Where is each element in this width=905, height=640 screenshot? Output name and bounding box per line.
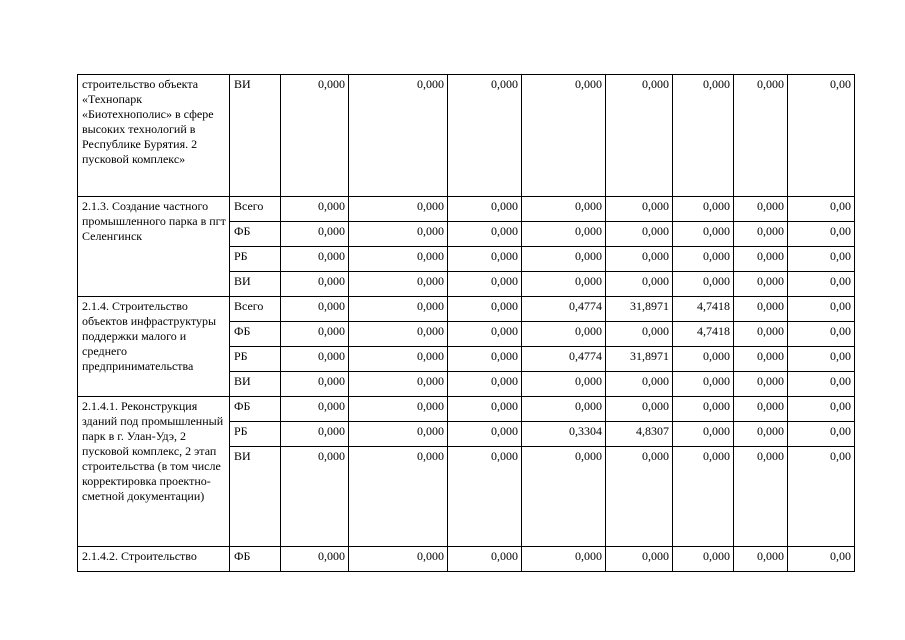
amount-cell: 0,000 (448, 422, 522, 447)
funding-source: ВИ (230, 447, 281, 547)
table-row (78, 397, 855, 422)
amount-cell: 0,000 (281, 272, 349, 297)
amount-cell: 0,000 (673, 547, 734, 572)
amount-cell: 0,000 (522, 247, 606, 272)
program-item-name: 2.1.4. Строительство объектов инфраструктуры поддержки малого и среднего предпринимательства (78, 297, 230, 397)
amount-cell: 0,000 (606, 447, 673, 547)
amount-cell: 4,7418 (673, 297, 734, 322)
amount-cell: 0,00 (788, 222, 855, 247)
program-item-name: 2.1.3. Создание частного промышленного парка в пгт Селенгинск (78, 197, 230, 297)
amount-cell: 0,000 (522, 272, 606, 297)
funding-source: ВИ (230, 75, 281, 197)
amount-cell: 0,000 (522, 322, 606, 347)
budget-table (77, 74, 855, 572)
amount-cell: 0,00 (788, 422, 855, 447)
amount-cell: 0,000 (281, 547, 349, 572)
amount-cell: 0,000 (349, 197, 448, 222)
amount-cell: 0,000 (522, 75, 606, 197)
amount-cell: 0,000 (673, 247, 734, 272)
table-row (78, 197, 855, 222)
amount-cell: 0,000 (606, 322, 673, 347)
amount-cell: 0,00 (788, 447, 855, 547)
amount-cell: 0,000 (448, 397, 522, 422)
amount-cell: 0,000 (734, 322, 788, 347)
amount-cell: 0,00 (788, 272, 855, 297)
budget-table-body (78, 75, 855, 572)
amount-cell: 0,000 (734, 75, 788, 197)
amount-cell: 0,000 (349, 547, 448, 572)
amount-cell: 0,000 (448, 222, 522, 247)
amount-cell: 0,000 (734, 272, 788, 297)
funding-source: ФБ (230, 397, 281, 422)
amount-cell: 0,000 (448, 197, 522, 222)
amount-cell: 4,7418 (673, 322, 734, 347)
amount-cell: 0,000 (281, 447, 349, 547)
amount-cell: 0,000 (673, 75, 734, 197)
amount-cell: 0,000 (673, 447, 734, 547)
amount-cell: 0,000 (606, 547, 673, 572)
amount-cell: 0,000 (734, 247, 788, 272)
amount-cell: 0,000 (281, 247, 349, 272)
amount-cell: 0,000 (734, 222, 788, 247)
amount-cell: 0,000 (673, 397, 734, 422)
amount-cell: 0,000 (448, 272, 522, 297)
amount-cell: 0,000 (349, 75, 448, 197)
amount-cell: 0,000 (448, 322, 522, 347)
amount-cell: 0,000 (448, 347, 522, 372)
table-row (78, 75, 855, 197)
amount-cell: 0,00 (788, 247, 855, 272)
amount-cell: 0,000 (734, 372, 788, 397)
amount-cell: 0,000 (606, 272, 673, 297)
amount-cell: 0,00 (788, 372, 855, 397)
amount-cell: 0,000 (448, 75, 522, 197)
funding-source: РБ (230, 422, 281, 447)
funding-source: РБ (230, 347, 281, 372)
amount-cell: 0,000 (281, 322, 349, 347)
amount-cell: 0,000 (606, 222, 673, 247)
amount-cell: 0,4774 (522, 347, 606, 372)
amount-cell: 0,00 (788, 197, 855, 222)
amount-cell: 0,000 (673, 347, 734, 372)
amount-cell: 0,000 (673, 272, 734, 297)
amount-cell: 0,000 (673, 222, 734, 247)
amount-cell: 0,000 (734, 422, 788, 447)
amount-cell: 0,000 (349, 347, 448, 372)
funding-source: ВИ (230, 372, 281, 397)
amount-cell: 0,000 (522, 447, 606, 547)
amount-cell: 0,000 (673, 422, 734, 447)
funding-source: ФБ (230, 547, 281, 572)
amount-cell: 0,000 (522, 372, 606, 397)
amount-cell: 0,00 (788, 347, 855, 372)
amount-cell: 0,000 (349, 397, 448, 422)
amount-cell: 0,000 (522, 397, 606, 422)
amount-cell: 0,3304 (522, 422, 606, 447)
amount-cell: 0,000 (734, 347, 788, 372)
funding-source: ФБ (230, 222, 281, 247)
funding-source: ФБ (230, 322, 281, 347)
amount-cell: 0,000 (673, 372, 734, 397)
amount-cell: 0,000 (349, 422, 448, 447)
table-row (78, 297, 855, 322)
amount-cell: 0,000 (448, 372, 522, 397)
amount-cell: 0,000 (349, 272, 448, 297)
amount-cell: 0,000 (522, 222, 606, 247)
amount-cell: 0,00 (788, 322, 855, 347)
amount-cell: 31,8971 (606, 347, 673, 372)
amount-cell: 0,00 (788, 75, 855, 197)
amount-cell: 0,000 (734, 447, 788, 547)
amount-cell: 0,000 (281, 397, 349, 422)
amount-cell: 4,8307 (606, 422, 673, 447)
amount-cell: 0,000 (349, 322, 448, 347)
funding-source: РБ (230, 247, 281, 272)
amount-cell: 0,000 (349, 247, 448, 272)
amount-cell: 0,000 (281, 197, 349, 222)
amount-cell: 0,000 (281, 372, 349, 397)
amount-cell: 0,000 (281, 422, 349, 447)
amount-cell: 0,000 (522, 547, 606, 572)
amount-cell: 0,000 (606, 397, 673, 422)
amount-cell: 31,8971 (606, 297, 673, 322)
program-item-name: 2.1.4.1. Реконструкция зданий под промышленный парк в г. Улан-Удэ, 2 пусковой комплекс, 2 этап строительства (в том числе корректировка проектно-сметной документации) (78, 397, 230, 547)
amount-cell: 0,000 (673, 197, 734, 222)
amount-cell: 0,000 (349, 222, 448, 247)
amount-cell: 0,000 (606, 75, 673, 197)
amount-cell: 0,000 (606, 372, 673, 397)
amount-cell: 0,000 (281, 347, 349, 372)
amount-cell: 0,000 (522, 197, 606, 222)
amount-cell: 0,000 (281, 75, 349, 197)
amount-cell: 0,000 (349, 297, 448, 322)
amount-cell: 0,000 (734, 297, 788, 322)
amount-cell: 0,000 (734, 397, 788, 422)
funding-source: Всего (230, 297, 281, 322)
amount-cell: 0,4774 (522, 297, 606, 322)
amount-cell: 0,000 (448, 447, 522, 547)
amount-cell: 0,000 (281, 222, 349, 247)
table-row (78, 547, 855, 572)
program-item-name: 2.1.4.2. Строительство (78, 547, 230, 572)
amount-cell: 0,00 (788, 397, 855, 422)
funding-source: Всего (230, 197, 281, 222)
amount-cell: 0,00 (788, 547, 855, 572)
funding-source: ВИ (230, 272, 281, 297)
amount-cell: 0,000 (448, 297, 522, 322)
amount-cell: 0,000 (734, 547, 788, 572)
amount-cell: 0,000 (349, 447, 448, 547)
amount-cell: 0,000 (448, 547, 522, 572)
amount-cell: 0,000 (448, 247, 522, 272)
amount-cell: 0,000 (734, 197, 788, 222)
program-item-name: строительство объекта «Технопарк «Биотехнополис» в сфере высоких технологий в Республике Бурятия. 2 пусковой комплекс» (78, 75, 230, 197)
amount-cell: 0,000 (606, 247, 673, 272)
amount-cell: 0,00 (788, 297, 855, 322)
amount-cell: 0,000 (349, 372, 448, 397)
amount-cell: 0,000 (281, 297, 349, 322)
amount-cell: 0,000 (606, 197, 673, 222)
